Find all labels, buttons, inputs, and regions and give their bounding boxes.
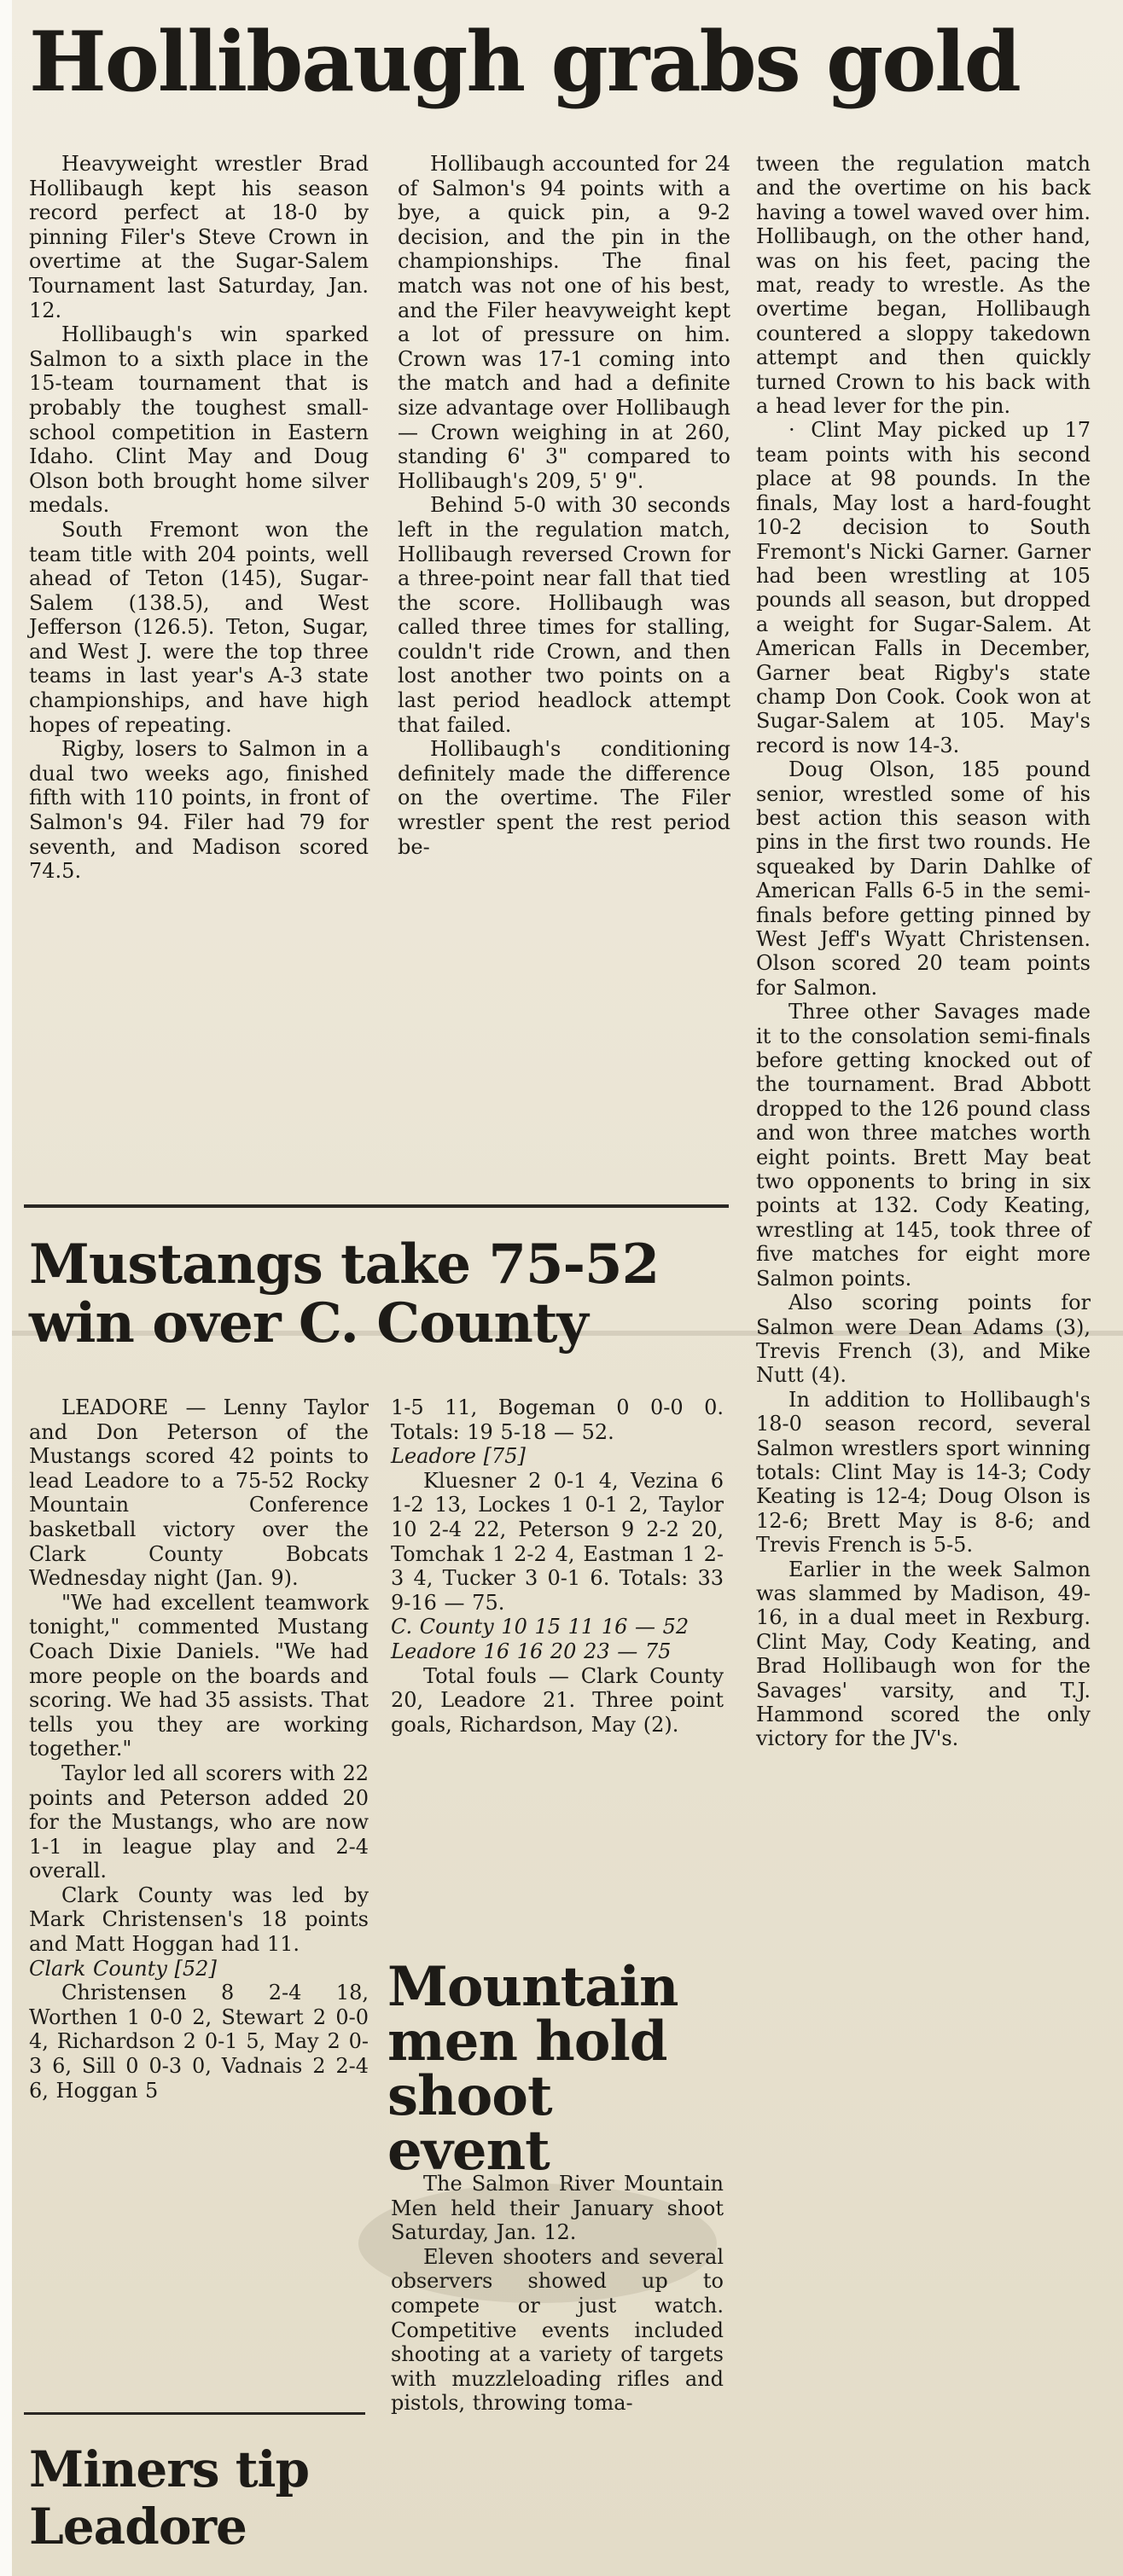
paragraph: Rigby, losers to Salmon in a dual two weeks ago, finished fifth with 110 points, in front of Salmon's 94. Filer had 79 for seventh, and Madison scored 74.5. [29, 737, 369, 884]
paragraph: C. County 10 15 11 16 — 52 [391, 1615, 690, 1639]
paragraph: The Salmon River Mountain Men held their January shoot Saturday, Jan. 12. [391, 2172, 724, 2245]
miners-headline: Miners tip Leadore [29, 2440, 310, 2556]
paragraph: Eleven shooters and several observers showed up to compete or just watch. Competitive events included shooting at a variety of targets with muzzleloading rifles and pistols, throwing toma- [391, 2244, 724, 2416]
section-rule [24, 1204, 729, 1208]
paragraph: In addition to Hollibaugh's 18-0 season record, several Salmon wrestlers sport winning totals: Clint May is 14-3; Cody Keating is 12-4; Doug Olson is 12-6; Brett May is 8-6; and Trevis French is 5-5. [756, 1387, 1091, 1558]
article-column [398, 152, 730, 859]
paragraph: Earlier in the week Salmon was slammed by Madison, 49-16, in a dual meet in Rexburg. Clint May, Cody Keating, and Brad Hollibaugh won for the Savages' varsity, and T.J. Hammond scored the only victory for the JV's. [756, 1557, 1091, 1751]
paragraph: South Fremont won the team title with 204 points, well ahead of Teton (145), Sugar-Salem (138.5), and West Jefferson (126.5). Teton, Sugar, and West J. were the top three teams in last year's A-3 state championships, and have high hopes of repeating. [29, 517, 369, 737]
article-column [29, 1395, 369, 2103]
paragraph: Christensen 8 2-4 18, Worthen 1 0-0 2, Stewart 2 0-0 4, Richardson 2 0-1 5, May 2 0-3 6, Sill 0 0-3 0, Vadnais 2 2-4 6, Hoggan 5 [29, 1981, 369, 2103]
paragraph: LEADORE — Lenny Taylor and Don Peterson of the Mustangs scored 42 points to lead Leadore to a 75-52 Rocky Mountain Conference basketball victory over the Clark County Bobcats Wednesday night (Jan. 9). [29, 1395, 369, 1591]
main-headline: Hollibaugh grabs gold [29, 14, 1020, 110]
paragraph: Three other Savages made it to the consolation semi-finals before getting knocked out of the tournament. Brad Abbott dropped to the 126 pound class and won three matches worth eight points. Brett May beat two opponents to bring in six points at 132. Cody Keating, wrestling at 145, took three of five matches for eight more Salmon points. [756, 1000, 1091, 1291]
paragraph: · Clint May picked up 17 team points with his second place at 98 pounds. In the finals, May lost a hard-fought 10-2 decision to South Fremont's Nicki Garner. Garner had been wrestling at 105 pounds all season, but dropped a weight for Sugar-Salem. At American Falls in December, Garner beat Rigby's state champ Don Cook. Cook won at Sugar-Salem at 105. May's record is now 14-3. [756, 418, 1091, 757]
paragraph: Also scoring points for Salmon were Dean Adams (3), Trevis French (3), and Mike Nutt (4). [756, 1291, 1091, 1388]
article-column [29, 152, 369, 884]
paragraph: Taylor led all scorers with 22 points and Peterson added 20 for the Mustangs, who are now 1-1 in league play and 2-4 overall. [29, 1761, 369, 1883]
paragraph: Leadore [75] [391, 1444, 526, 1469]
paragraph: Hollibaugh's conditioning definitely made the difference on the overtime. The Filer wrestler spent the rest period be- [398, 737, 730, 859]
paragraph: Behind 5-0 with 30 seconds left in the regulation match, Hollibaugh reversed Crown for a three-point near fall that tied the score. Hollibaugh was called three times for stalling, couldn't ride Crown, and then lost another two points on a last period headlock attempt that failed. [398, 493, 730, 737]
paragraph: Hollibaugh accounted for 24 of Salmon's 94 points with a bye, a quick pin, a 9-2 decision, and the pin in the championships. The final match was not one of his best, and the Filer heavyweight kept a lot of pressure on him. Crown was 17-1 coming into the match and had a definite size advantage over Hollibaugh — Crown weighing in at 260, standing 6' 3" compared to Hollibaugh's 209, 5' 9". [398, 152, 730, 493]
paper-edge [0, 0, 12, 2576]
paragraph: Kluesner 2 0-1 4, Vezina 6 1-2 13, Lockes 1 0-1 2, Taylor 10 2-4 22, Peterson 9 2-2 20, Tomchak 1 2-2 4, Eastman 1 2-3 4, Tucker 3 0-1 6. Totals: 33 9-16 — 75. [391, 1468, 724, 1615]
article-column [391, 1395, 724, 1737]
article-column [391, 2172, 724, 2416]
paragraph: tween the regulation match and the overtime on his back having a towel waved over him. Hollibaugh, on the other hand, was on his feet, pacing the mat, ready to wrestle. As the overtime began, Hollibaugh countered a sloppy takedown attempt and then quickly turned Crown to his back with a head lever for the pin. [756, 152, 1091, 419]
paragraph: "We had excellent teamwork tonight," commented Mustang Coach Dixie Daniels. "We had more people on the boards and scoring. We had 35 assists. That tells you they are working together." [29, 1590, 369, 1761]
article-column [756, 152, 1091, 1751]
paragraph: Leadore 16 16 20 23 — 75 [391, 1639, 672, 1663]
paragraph: Clark County was led by Mark Christensen's 18 points and Matt Hoggan had 11. [29, 1883, 369, 1957]
section-rule [24, 2412, 365, 2415]
paragraph: Heavyweight wrestler Brad Hollibaugh kept his season record perfect at 18-0 by pinning Filer's Steve Crown in overtime at the Sugar-Salem Tournament last Saturday, Jan. 12. [29, 152, 369, 322]
paragraph: Doug Olson, 185 pound senior, wrestled some of his best action this season with pins in the first two rounds. He squeaked by Darin Dahlke of American Falls 6-5 in the semi-finals before getting pinned by West Jeff's Wyatt Christensen. Olson scored 20 team points for Salmon. [756, 757, 1091, 1000]
paragraph: Total fouls — Clark County 20, Leadore 21. Three point goals, Richardson, May (2). [391, 1663, 724, 1737]
mountain-men-headline: Mountain men hold shoot event [387, 1955, 678, 2183]
mustangs-headline: Mustangs take 75-52 win over C. County [29, 1233, 660, 1356]
paragraph: Clark County [52] [29, 1956, 217, 1981]
paragraph: Hollibaugh's win sparked Salmon to a sixth place in the 15-team tournament that is probably the toughest small-school competition in Eastern Idaho. Clint May and Doug Olson both brought home silver medals. [29, 322, 369, 518]
paragraph: 1-5 11, Bogeman 0 0-0 0. Totals: 19 5-18 — 52. [391, 1395, 724, 1444]
